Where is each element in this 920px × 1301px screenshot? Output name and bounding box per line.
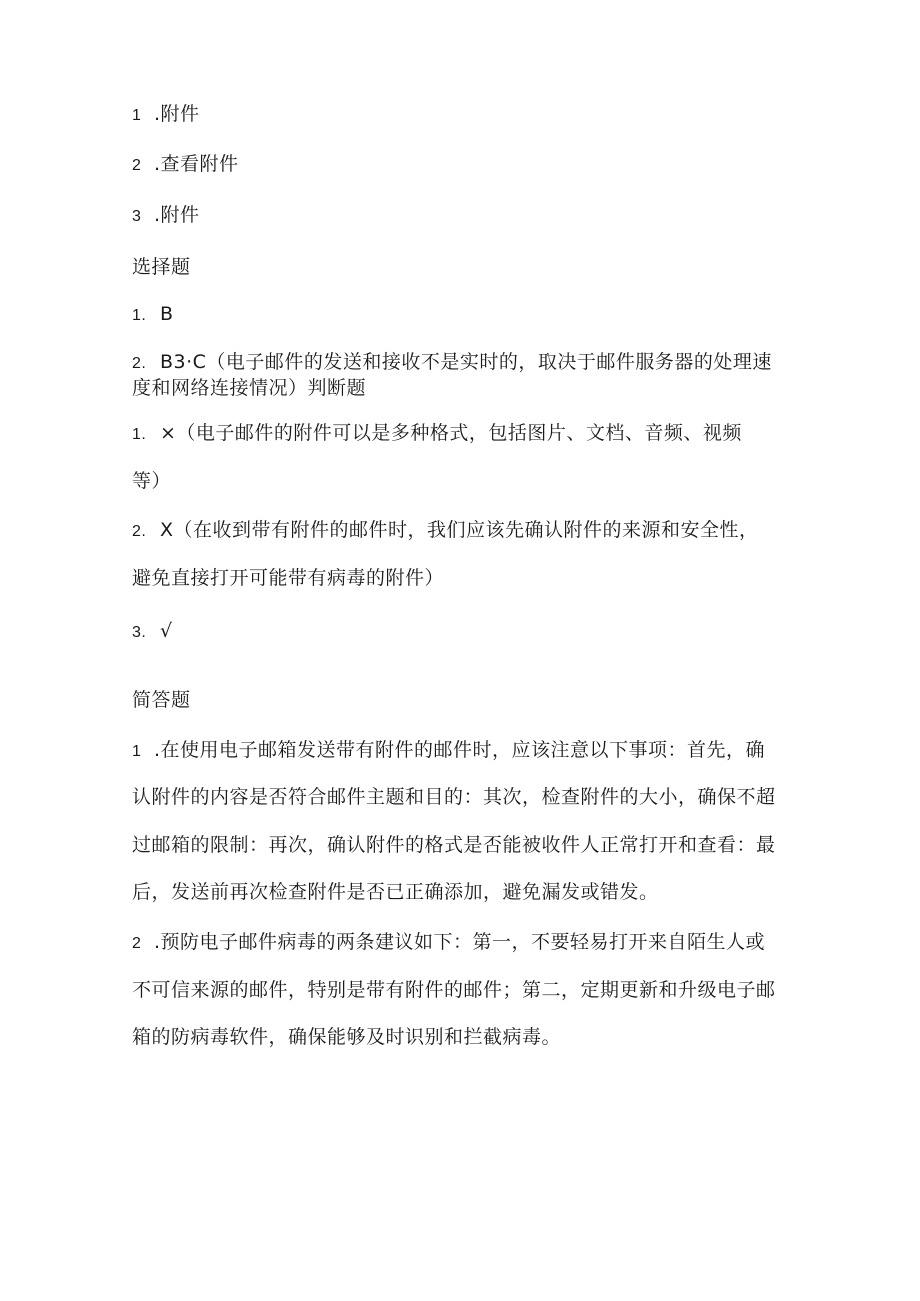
short-answer-1-line3: 过邮箱的限制：再次，确认附件的格式是否能被收件人正常打开和查看：最 [132, 834, 776, 856]
judge-answer-2-line2: 避免直接打开可能带有病毒的附件） [132, 567, 445, 589]
choice-answer-1 [132, 302, 174, 328]
item-number: 3 [132, 208, 142, 225]
item-text: √ [160, 620, 173, 642]
item-text: B [160, 303, 174, 325]
item-text: B3·C（电子邮件的发送和接收不是实时的，取决于邮件服务器的处理速 [160, 351, 772, 373]
short-answer-1-line2: 认附件的内容是否符合邮件主题和目的：其次，检查附件的大小，确保不超 [132, 786, 776, 808]
item-number: 2 [132, 935, 142, 952]
short-answer-1-line1 [132, 738, 765, 764]
item-text: .在使用电子邮箱发送带有附件的邮件时，应该注意以下事项：首先，确 [154, 739, 766, 761]
short-heading: 简答题 [132, 689, 191, 711]
choice-answer-2-line2: 度和网络连接情况）判断题 [132, 377, 367, 399]
short-answer-2-line2: 不可信来源的邮件，特别是带有附件的邮件；第二，定期更新和升级电子邮 [132, 979, 776, 1001]
judge-answer-2-line1 [132, 518, 759, 544]
choice-heading: 选择题 [132, 256, 191, 278]
item-number: 1 [132, 107, 142, 124]
judge-answer-3 [132, 619, 173, 645]
item-number: 1. [132, 307, 147, 324]
fill-answer-1 [132, 102, 200, 128]
item-number: 1 [132, 743, 142, 760]
item-number: 2 [132, 157, 142, 174]
item-text: .附件 [154, 204, 200, 226]
fill-answer-2 [132, 152, 239, 178]
fill-answer-3 [132, 203, 200, 229]
judge-answer-1-line1 [132, 421, 742, 447]
item-text: .附件 [154, 103, 200, 125]
item-number: 1. [132, 426, 147, 443]
short-answer-1-line4: 后，发送前再次检查附件是否已正确添加，避免漏发或错发。 [132, 881, 659, 903]
short-answer-2-line1 [132, 930, 765, 956]
judge-answer-1-line2: 等） [132, 470, 172, 492]
item-text: .预防电子邮件病毒的两条建议如下：第一，不要轻易打开来自陌生人或 [154, 931, 766, 953]
choice-answer-2-line1 [132, 350, 772, 376]
item-text: ×（电子邮件的附件可以是多种格式，包括图片、文档、音频、视频 [160, 422, 742, 444]
item-text: .查看附件 [154, 153, 239, 175]
item-number: 3. [132, 624, 147, 641]
item-number: 2. [132, 355, 147, 372]
item-text: X（在收到带有附件的邮件时，我们应该先确认附件的来源和安全性， [160, 519, 759, 541]
short-answer-2-line3: 箱的防病毒软件，确保能够及时识别和拦截病毒。 [132, 1026, 562, 1048]
item-number: 2. [132, 523, 147, 540]
